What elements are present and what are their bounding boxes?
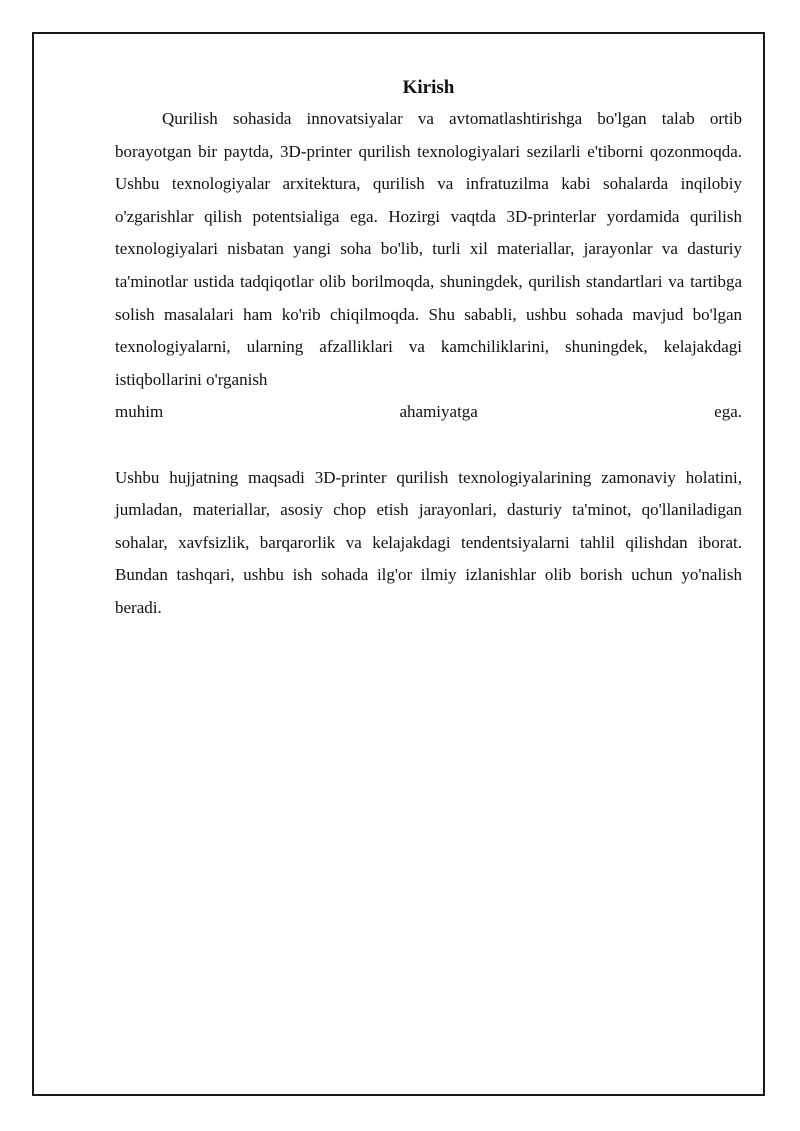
- intro-paragraph-last-line: [115, 396, 742, 429]
- last-line-word: ahamiyatga: [399, 402, 478, 422]
- last-line-word: muhim: [115, 402, 164, 422]
- document-body: [115, 73, 742, 625]
- intro-paragraph: Qurilish sohasida innovatsiyalar va avtomatlashtirishga bo'lgan talab ortib borayotgan bir paytda, 3D-printer qurilish texnologiyalari sezilarli e'tiborni qozonmoqda. Ushbu texnologiyalar arxitektura, qurilish va infratuzilma kabi sohalarda inqilobiy o'zgarishlar qilish potentsialiga ega. Hozirgi vaqtda 3D-printerlar yordamida qurilish texnologiyalari nisbatan yangi soha bo'lib, turli xil materiallar, jarayonlar va dasturiy ta'minotlar ustida tadqiqotlar olib borilmoqda, shuningdek, qurilish standartlari va tartibga solish masalalari ham ko'rib chiqilmoqda. Shu sababli, ushbu sohada mavjud bo'lgan texnologiyalarni, ularning afzalliklari va kamchiliklarini, shuningdek, kelajakdagi istiqbollarini o'rganish: [115, 109, 742, 389]
- last-line-word: ega.: [714, 402, 742, 422]
- paragraph-spacer: [115, 429, 742, 462]
- purpose-paragraph: Ushbu hujjatning maqsadi 3D-printer qurilish texnologiyalarining zamonaviy holatini, jumladan, materiallar, asosiy chop etish jarayonlari, dasturiy ta'minot, qo'llaniladigan sohalar, xavfsizlik, barqarorlik va kelajakdagi tendentsiyalarni tahlil qilishdan iborat. Bundan tashqari, ushbu ish sohada ilg'or ilmiy izlanishlar olib borish uchun yo'nalish beradi.: [115, 467, 742, 617]
- document-title: Kirish: [402, 77, 455, 98]
